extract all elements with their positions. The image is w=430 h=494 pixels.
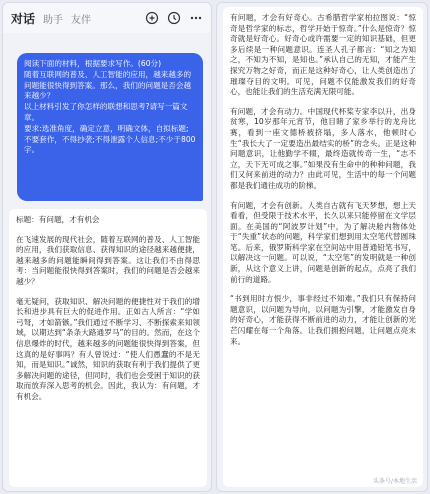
response-paragraph: 有问题，才会有动力。中国现代杯桨专家李以升，出身贫寒，10岁那年元宵节，他目睹了家乡举行的龙舟比赛，看到一座文德桥被挤塌，多人落水，他顿时心生“我长大了一定要造出最结实的桥”的念头。正是这种问题意识，让他勤学不辍，最终造就传奇一生，“志不立，天下无可成之事。”如果没有生命中的种种问题，我们又何来前进的动力？由此可见，生活中的每一个问题都是我们通往成功的阶梯。 — [230, 106, 416, 190]
ai-response-card-part2 — [223, 7, 423, 487]
prompt-text: 阅读下面的材料，根据要求写作。(60分) 随着互联网的普及、人工智能的应用，越来越多的问题能很快得到答案。那么，我们的问题是否会越来越少？ 以上材料引发了你怎样的联想和思考?请写一篇文章。 要求:选准角度，确定立意，明确文体，自拟标题;不要套作，不得抄袭;不得泄露个人信息;不少于800字。 — [24, 59, 196, 155]
tab-assistant[interactable]: 助手 — [43, 14, 64, 26]
response-paragraph: 有问题，才会有创新。人类自古就有飞天梦想，想上天看看，但受限于技术水平，长久以来只能停留在文学层面。在美国的“阿波罗计划”中，为了解决舱内物体处于“失重”状态的问题，科学家们想到用太空笔代替圆珠笔。后来，俄罗斯科学家在空间站中用普通铅笔书写，以解决这一问题。可以说，“太空笔”的发明就是一种创新，从这个意义上讲，问题是创新的起点，点亮了我们前行的道路。 — [230, 200, 416, 284]
response-paragraph: “书到用时方恨少，事非经过不知难。”我们只有保持问题意识，以问题为导向，以问题为引擎，才能激发自身的好奇心，才能获得不断前进的动力，才能让创新的光芒闪耀在每一个角落。让我们拥抱问题，让问题点亮未来。 — [230, 294, 416, 346]
ai-response-card-part1 — [9, 209, 207, 487]
user-prompt-bubble — [17, 53, 203, 201]
tab-chat[interactable]: 对话 — [11, 11, 36, 26]
response-paragraph: 在飞速发展的现代社会，随着互联网的普及、人工智能的应用，我们获取信息、获得知识的途径越来越便捷，越来越多的问题能瞬间得到答案。这让我们不由得思考：当问题能很快得到答案时，我们的问题是否会越来越少？ — [16, 234, 200, 286]
essay-title: 标题：有问题，才有机会 — [16, 215, 100, 224]
response-paragraph: 有问题，才会有好奇心。古希腊哲学家柏拉图说：“惊奇是哲学家的标志，哲学开始于惊奇。”什么是惊奇？惊奇就是好奇心。好奇心或许需要一定的知识基础，但更多后续是一种问题意识。连圣人孔子都言：“知之为知之，不知为不知，是知也。”承认自己的无知，才能产生探究万物之好奇，而正是这种好奇心，让人类创造出了璀璨夺目的文明。可见，问题不仅能激发我们的好奇心，也能让我们的生活充满无限可能。 — [230, 13, 416, 97]
more-icon[interactable] — [189, 11, 203, 25]
right-chat-panel — [216, 2, 428, 492]
tab-companion[interactable]: 友伴 — [71, 14, 92, 26]
left-chat-panel — [2, 2, 212, 492]
history-icon[interactable] — [167, 11, 181, 25]
new-chat-icon[interactable] — [145, 11, 159, 25]
response-paragraph: 毫无疑问，获取知识、解决问题的便捷性对于我们的增长和进步具有巨大的促进作用。正如古人所言：“学如弓弩，才如箭镞。”我们通过不断学习、不断探索来知领域，以期达到“条条大路通罗马”的目的。然而，在这个信息爆炸的时代，越来越多的问题能很快得到答案，但这真的是好事吗？有人曾说过：“使人们愚蠢的不是无知，而是知识。”诚然，知识的获取有利于我们提供了更多解决问题的途径，但同时，我们也会受困于知识的获取而放弃深入思考的机会。因此，我认为：有问题，才有机会。 — [16, 296, 200, 401]
top-tab-bar — [3, 3, 211, 33]
watermark: 头条号/本地生活 — [372, 478, 417, 485]
